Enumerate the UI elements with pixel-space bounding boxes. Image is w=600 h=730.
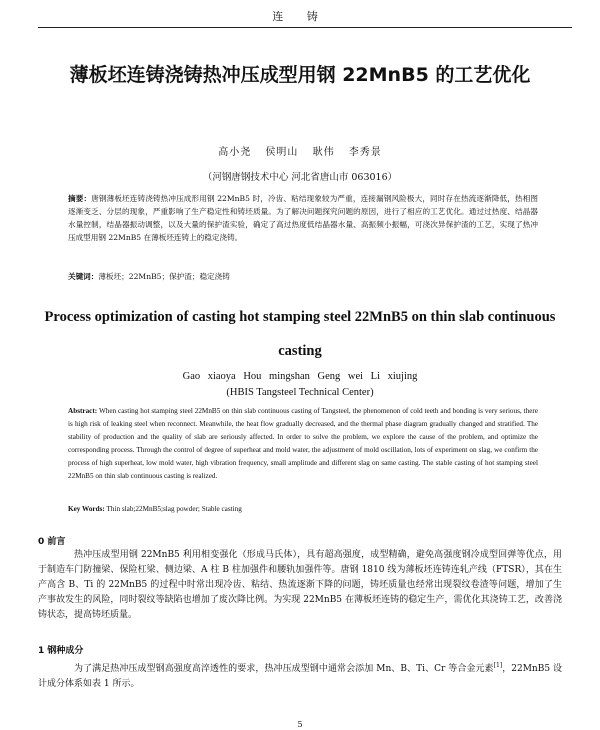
abstract-en-label: Abstract: — [68, 407, 98, 415]
section-heading-composition: 1 钢种成分 — [38, 646, 84, 656]
affiliation-en: (HBIS Tangsteel Technical Center) — [226, 387, 374, 398]
keywords-en — [68, 505, 538, 513]
section-heading-intro: 0 前言 — [38, 537, 66, 547]
abstract-cn — [68, 192, 538, 244]
authors-cn: 高小尧 侯明山 耿伟 李秀景 — [218, 147, 382, 158]
abstract-en — [68, 405, 538, 483]
composition-text-before: 为了满足热冲压成型钢高强度高淬透性的要求，热冲压成型钢中通常会添加 Mn、B、Ti、Cr 等合金元素 — [74, 664, 494, 674]
abstract-cn-text: 唐钢薄板坯连铸浇铸热冲压成形用钢 22MnB5 时，冷齿、粘结现象较为严重，连接漏钢风险极大，同时存在热流逐渐降低，热相图逐渐变乏、分层的现象，严重影响了生产稳定性和铸坯质量。为了解决问题探究问题的原因，进行了相应的工艺优化。通过过热度、结晶器水量控制，结晶器振动调整，以及大量的保护渣实验，确定了高过热度低结晶器水量、高振频小振幅，可浇次异保护渣的工艺，实现了热冲压成型用钢 22MnB5 在薄板坯连铸上的稳定浇铸。 — [68, 194, 539, 242]
composition-text-after: ，22MnB5 设计成分体系如表 1 所示。 — [38, 664, 562, 689]
affiliation-cn: （河钢唐钢技术中心 河北省唐山市 063016） — [202, 172, 398, 183]
keywords-cn — [68, 271, 538, 282]
authors-en: Gao xiaoya Hou mingshan Geng wei Li xiujing — [182, 371, 418, 382]
abstract-en-text: When casting hot stamping steel 22MnB5 on thin slab continuous casting of Tangsteel, the phenomenon of cold teeth and bonding is very serious, there is high risk of leaking steel when reconnect. Meanwhile, the heat flow gradually decreased, and the thermal phase diagram gradually changed and stratified. The stability of production and the quality of slab are seriously affected. In order to solve the problem, we explore the cause of the problem, and optimize the corresponding process. Through the control of degree of superheat and mold water, the adjustment of mold oscillation, lots of experiment on slag, we confirm the process of high superheat, low mold water, high vibration frequency, small amplitude and different slag on same casting. The stable casting of hot stamping steel 22MnB5 on thin slab continuous casting is realized. — [68, 407, 538, 480]
section-intro-paragraph: 热冲压成型用钢 22MnB5 利用相变强化（形成马氏体），具有超高强度，成型精确，避免高强度钢冷成型回弹等优点，用于制造车门防撞梁、保险杠梁、侧边梁、A 柱 B 柱加强件和腰轨加强件等。唐钢 1810 线为薄板坯连铸连轧产线（FTSR），其在生产高含 B、Ti 的 22MnB5 的过程中时常出现冷齿、粘结、热流逐渐下降的问题，铸坯质量也经常出现裂纹卷渣等问题，增加了生产事故发生的风险，同时裂纹等缺陷也增加了废次降比例。为实现 22MnB5 在薄板坯连铸的稳定生产，需优化其浇铸工艺，改善浇铸状态，提高铸坯质量。 — [38, 550, 562, 620]
header-divider — [38, 27, 572, 28]
running-header: 连 铸 — [272, 10, 328, 23]
keywords-en-text: Thin slab;22MnB5;slag powder; Stable casting — [106, 505, 242, 513]
paper-title-en: Process optimization of casting hot stamping steel 22MnB5 on thin slab continuous casting — [44, 309, 556, 359]
keywords-en-label: Key Words: — [68, 505, 105, 513]
page-number: 5 — [297, 720, 303, 729]
keywords-cn-text: 薄板坯；22MnB5；保护渣；稳定浇铸 — [98, 272, 230, 281]
section-composition-paragraph — [38, 658, 562, 692]
abstract-cn-label: 摘要： — [68, 194, 92, 203]
reference-1[interactable]: [1] — [493, 662, 503, 669]
keywords-cn-label: 关键词： — [68, 272, 99, 281]
paper-title-cn: 薄板坯连铸浇铸热冲压成型用钢 22MnB5 的工艺优化 — [69, 64, 531, 86]
